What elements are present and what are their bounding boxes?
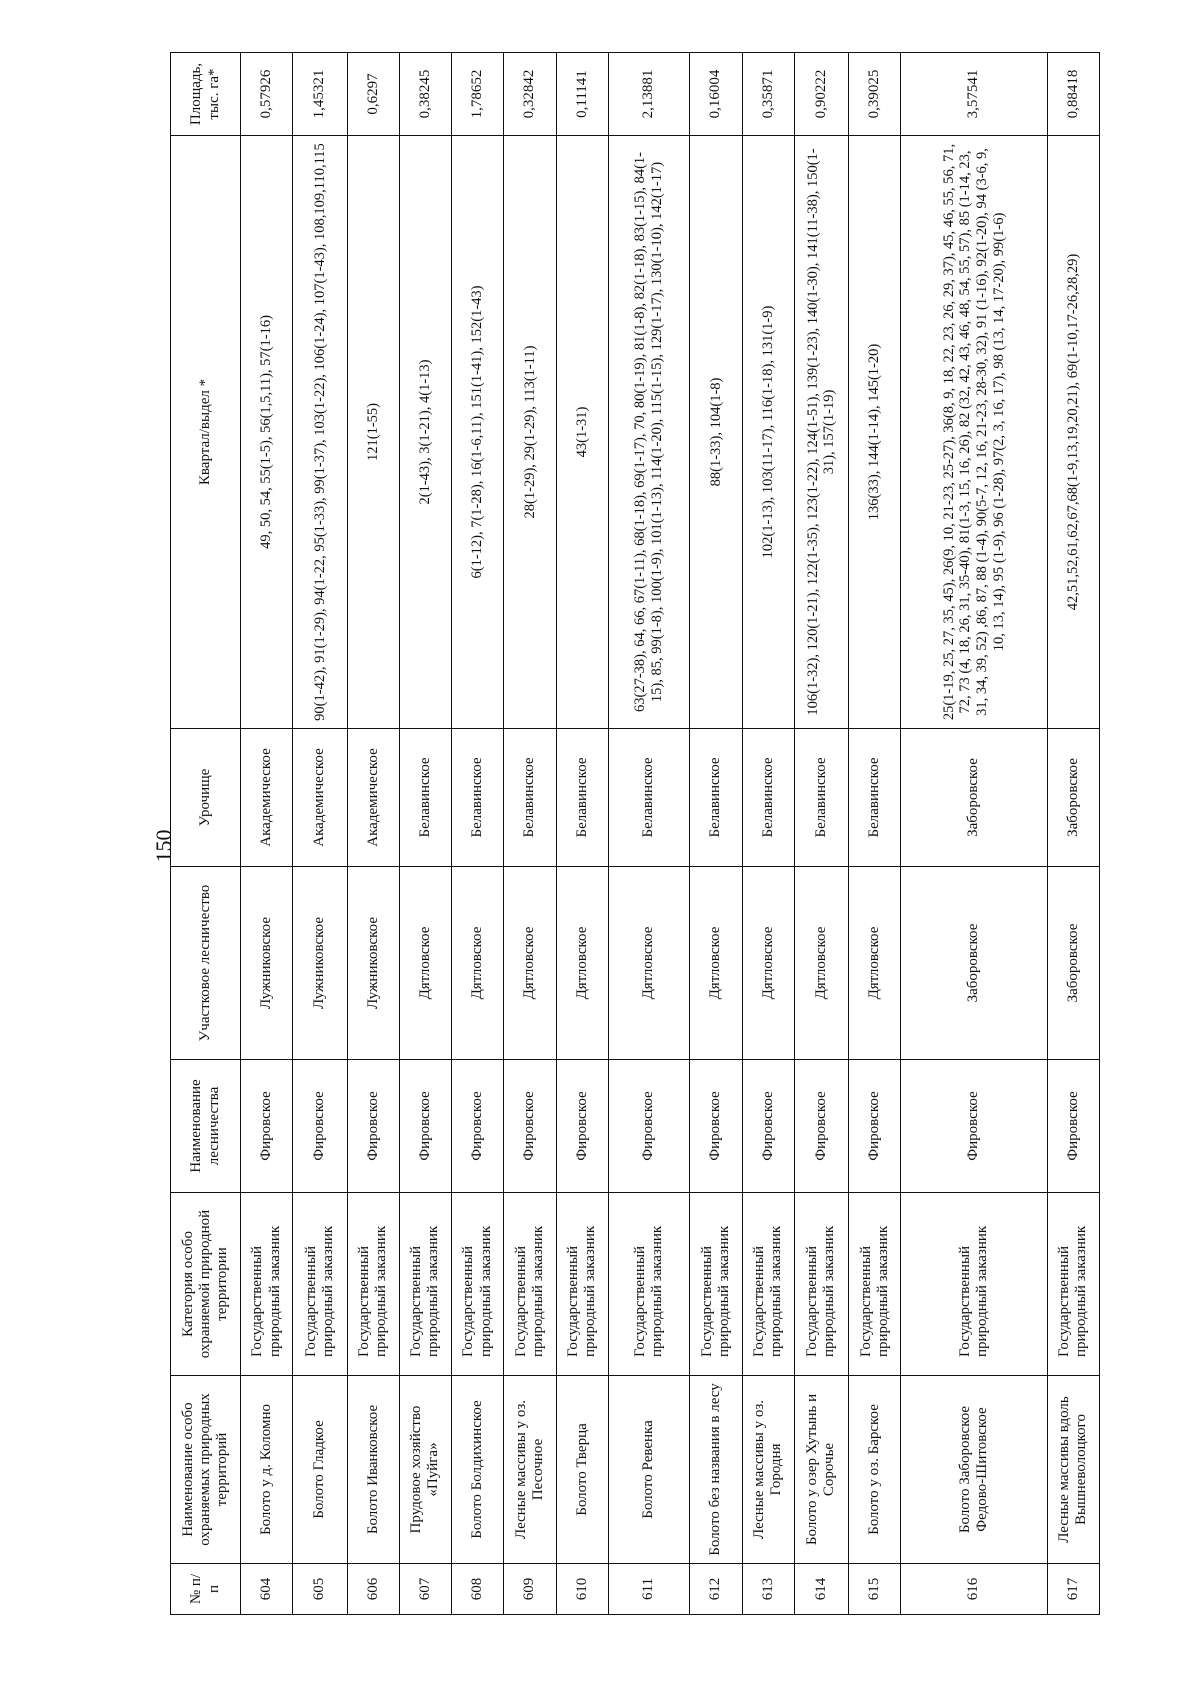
cell-category: Государственный природный заказник — [452, 1193, 504, 1376]
header-forestry: Наименование лесничества — [171, 1060, 241, 1193]
cell-area: 1,45321 — [293, 53, 347, 136]
cell-tract: Белавинское — [608, 729, 690, 867]
cell-forestry: Фировское — [504, 1060, 556, 1193]
cell-category: Государственный природный заказник — [742, 1193, 794, 1376]
table-row — [347, 53, 399, 1615]
cell-name: Лесные массивы вдоль Вышневолоцкого — [1047, 1376, 1099, 1564]
cell-name: Болото Гладкое — [293, 1376, 347, 1564]
cell-area: 1,78652 — [452, 53, 504, 136]
cell-forestry: Фировское — [742, 1060, 794, 1193]
cell-forestry: Фировское — [849, 1060, 901, 1193]
cell-num: 610 — [556, 1564, 608, 1615]
cell-tract: Белавинское — [452, 729, 504, 867]
table-row — [293, 53, 347, 1615]
table-header-row — [171, 53, 241, 1615]
cell-district-forestry: Дятловское — [690, 867, 742, 1060]
cell-category: Государственный природный заказник — [241, 1193, 293, 1376]
cell-district-forestry: Лужниковское — [241, 867, 293, 1060]
cell-district-forestry: Дятловское — [556, 867, 608, 1060]
cell-forestry: Фировское — [608, 1060, 690, 1193]
cell-tract: Белавинское — [849, 729, 901, 867]
cell-area: 2,13881 — [608, 53, 690, 136]
cell-district-forestry: Дятловское — [399, 867, 451, 1060]
table-row — [452, 53, 504, 1615]
cell-area: 0,6297 — [347, 53, 399, 136]
cell-quarter: 106(1-32), 120(1-21), 122(1-35), 123(1-22), 124(1-51), 139(1-23), 140(1-30), 141(11-38), 150(1-31), 157(1-19) — [794, 136, 848, 729]
cell-tract: Заборовское — [1047, 729, 1099, 867]
cell-tract: Белавинское — [794, 729, 848, 867]
cell-area: 0,32842 — [504, 53, 556, 136]
cell-district-forestry: Лужниковское — [293, 867, 347, 1060]
cell-forestry: Фировское — [293, 1060, 347, 1193]
cell-name: Болото Иванковское — [347, 1376, 399, 1564]
header-tract: Урочище — [171, 729, 241, 867]
cell-quarter: 136(33), 144(1-14), 145(1-20) — [849, 136, 901, 729]
cell-category: Государственный природный заказник — [794, 1193, 848, 1376]
cell-district-forestry: Дятловское — [608, 867, 690, 1060]
cell-name: Прудовое хозяйство «Пуйга» — [399, 1376, 451, 1564]
page-number: 150 — [151, 829, 176, 863]
cell-forestry: Фировское — [556, 1060, 608, 1193]
cell-num: 604 — [241, 1564, 293, 1615]
cell-quarter: 28(1-29), 29(1-29), 113(1-11) — [504, 136, 556, 729]
header-name: Наименование особо охраняемых природных территорий — [171, 1376, 241, 1564]
protected-areas-table — [170, 52, 1100, 1615]
cell-forestry: Фировское — [399, 1060, 451, 1193]
cell-district-forestry: Заборовское — [1047, 867, 1099, 1060]
table-row — [556, 53, 608, 1615]
table-row — [794, 53, 848, 1615]
cell-district-forestry: Дятловское — [794, 867, 848, 1060]
cell-forestry: Фировское — [901, 1060, 1047, 1193]
cell-name: Болото Ревенка — [608, 1376, 690, 1564]
cell-name: Лесные массивы у оз. Городня — [742, 1376, 794, 1564]
cell-forestry: Фировское — [452, 1060, 504, 1193]
cell-category: Государственный природный заказник — [347, 1193, 399, 1376]
cell-district-forestry: Дятловское — [849, 867, 901, 1060]
cell-category: Государственный природный заказник — [293, 1193, 347, 1376]
cell-quarter: 43(1-31) — [556, 136, 608, 729]
cell-category: Государственный природный заказник — [608, 1193, 690, 1376]
cell-quarter: 6(1-12), 7(1-28), 16(1-6,11), 151(1-41), 152(1-43) — [452, 136, 504, 729]
cell-name: Болото Тверца — [556, 1376, 608, 1564]
cell-num: 609 — [504, 1564, 556, 1615]
cell-quarter: 102(1-13), 103(11-17), 116(1-18), 131(1-9) — [742, 136, 794, 729]
cell-forestry: Фировское — [347, 1060, 399, 1193]
cell-tract: Академическое — [347, 729, 399, 867]
cell-name: Болото без названия в лесу — [690, 1376, 742, 1564]
table-row — [901, 53, 1047, 1615]
cell-area: 0,16004 — [690, 53, 742, 136]
cell-forestry: Фировское — [1047, 1060, 1099, 1193]
cell-num: 616 — [901, 1564, 1047, 1615]
cell-quarter: 121(1-55) — [347, 136, 399, 729]
cell-category: Государственный природный заказник — [849, 1193, 901, 1376]
cell-tract: Академическое — [241, 729, 293, 867]
table-row — [241, 53, 293, 1615]
cell-district-forestry: Заборовское — [901, 867, 1047, 1060]
cell-category: Государственный природный заказник — [690, 1193, 742, 1376]
cell-quarter: 49, 50, 54, 55(1-5), 56(1,5,11), 57(1-16) — [241, 136, 293, 729]
cell-district-forestry: Лужниковское — [347, 867, 399, 1060]
cell-tract: Академическое — [293, 729, 347, 867]
cell-num: 606 — [347, 1564, 399, 1615]
cell-area: 0,35871 — [742, 53, 794, 136]
cell-quarter: 2(1-43), 3(1-21), 4(1-13) — [399, 136, 451, 729]
cell-quarter: 42,51,52,61,62,67,68(1-9,13,19,20,21), 69(1-10,17-26,28,29) — [1047, 136, 1099, 729]
table-row — [608, 53, 690, 1615]
cell-category: Государственный природный заказник — [556, 1193, 608, 1376]
cell-quarter: 25(1-19, 25, 27, 35, 45), 26(9, 10, 21-23, 25-27), 36(8, 9, 18, 22, 23, 26, 29, 37), 45, 46, 55, 56, 71, 72, 73 (4, 18, 26, 31, 35-40), 81(1-3, 15, 16, 26), 82 (32, 42, 43, 46, 48, 54, 55, 57), 85 (1-14, 23, 31, 34, 39, 52) ,86, 87, 88 (1-4), 90(5-7, 12, 16, 21-23, 28-30, 32), 91 (1-16), 92(1-20), 94 (3-6, 9, 10, 13, 14), 95 (1-9), 96 (1-28), 97(2, 3, 16, 17), 98 (13, 14, 17-20), 99(1-6) — [901, 136, 1047, 729]
cell-area: 0,57926 — [241, 53, 293, 136]
cell-area: 0,38245 — [399, 53, 451, 136]
cell-tract: Белавинское — [742, 729, 794, 867]
header-num: № п/п — [171, 1564, 241, 1615]
cell-district-forestry: Дятловское — [504, 867, 556, 1060]
cell-forestry: Фировское — [690, 1060, 742, 1193]
cell-num: 605 — [293, 1564, 347, 1615]
cell-num: 614 — [794, 1564, 848, 1615]
cell-district-forestry: Дятловское — [452, 867, 504, 1060]
header-category: Категория особо охраняемой природной территории — [171, 1193, 241, 1376]
table-row — [690, 53, 742, 1615]
cell-forestry: Фировское — [794, 1060, 848, 1193]
cell-category: Государственный природный заказник — [901, 1193, 1047, 1376]
cell-area: 0,88418 — [1047, 53, 1099, 136]
cell-category: Государственный природный заказник — [504, 1193, 556, 1376]
cell-num: 607 — [399, 1564, 451, 1615]
cell-name: Болото Болдихинское — [452, 1376, 504, 1564]
cell-tract: Белавинское — [504, 729, 556, 867]
cell-area: 3,57541 — [901, 53, 1047, 136]
table-row — [742, 53, 794, 1615]
cell-area: 0,39025 — [849, 53, 901, 136]
cell-num: 608 — [452, 1564, 504, 1615]
cell-num: 613 — [742, 1564, 794, 1615]
cell-tract: Белавинское — [556, 729, 608, 867]
cell-tract: Заборовское — [901, 729, 1047, 867]
cell-name: Болото Заборовское Федово-Шитовское — [901, 1376, 1047, 1564]
cell-num: 615 — [849, 1564, 901, 1615]
cell-area: 0,11141 — [556, 53, 608, 136]
cell-tract: Белавинское — [399, 729, 451, 867]
cell-tract: Белавинское — [690, 729, 742, 867]
table-row — [504, 53, 556, 1615]
cell-num: 612 — [690, 1564, 742, 1615]
table-row — [399, 53, 451, 1615]
rotated-table-wrapper — [170, 62, 1100, 1615]
header-area: Площадь, тыс. га* — [171, 53, 241, 136]
header-district-forestry: Участковое лесничество — [171, 867, 241, 1060]
table-row — [1047, 53, 1099, 1615]
cell-name: Болото у оз. Барское — [849, 1376, 901, 1564]
table-row — [849, 53, 901, 1615]
cell-category: Государственный природный заказник — [399, 1193, 451, 1376]
cell-quarter: 63(27-38), 64, 66, 67(1-11), 68(1-18), 69(1-17), 70, 80(1-19), 81(1-8), 82(1-18), 83(1-15), 84(1-15), 85, 99(1-8), 100(1-9), 101(1-13), 114(1-20), 115(1-15), 129(1-17), 130(1-10), 142(1-17) — [608, 136, 690, 729]
cell-area: 0,90222 — [794, 53, 848, 136]
cell-district-forestry: Дятловское — [742, 867, 794, 1060]
cell-name: Лесные массивы у оз. Песочное — [504, 1376, 556, 1564]
cell-num: 611 — [608, 1564, 690, 1615]
cell-quarter: 88(1-33), 104(1-8) — [690, 136, 742, 729]
cell-quarter: 90(1-42), 91(1-29), 94(1-22, 95(1-33), 99(1-37), 103(1-22), 106(1-24), 107(1-43), 108,109,110,115 — [293, 136, 347, 729]
cell-num: 617 — [1047, 1564, 1099, 1615]
cell-name: Болото у озер Хутынь и Сорочье — [794, 1376, 848, 1564]
cell-category: Государственный природный заказник — [1047, 1193, 1099, 1376]
header-quarter: Квартал/выдел * — [171, 136, 241, 729]
cell-forestry: Фировское — [241, 1060, 293, 1193]
cell-name: Болото у д. Коломно — [241, 1376, 293, 1564]
